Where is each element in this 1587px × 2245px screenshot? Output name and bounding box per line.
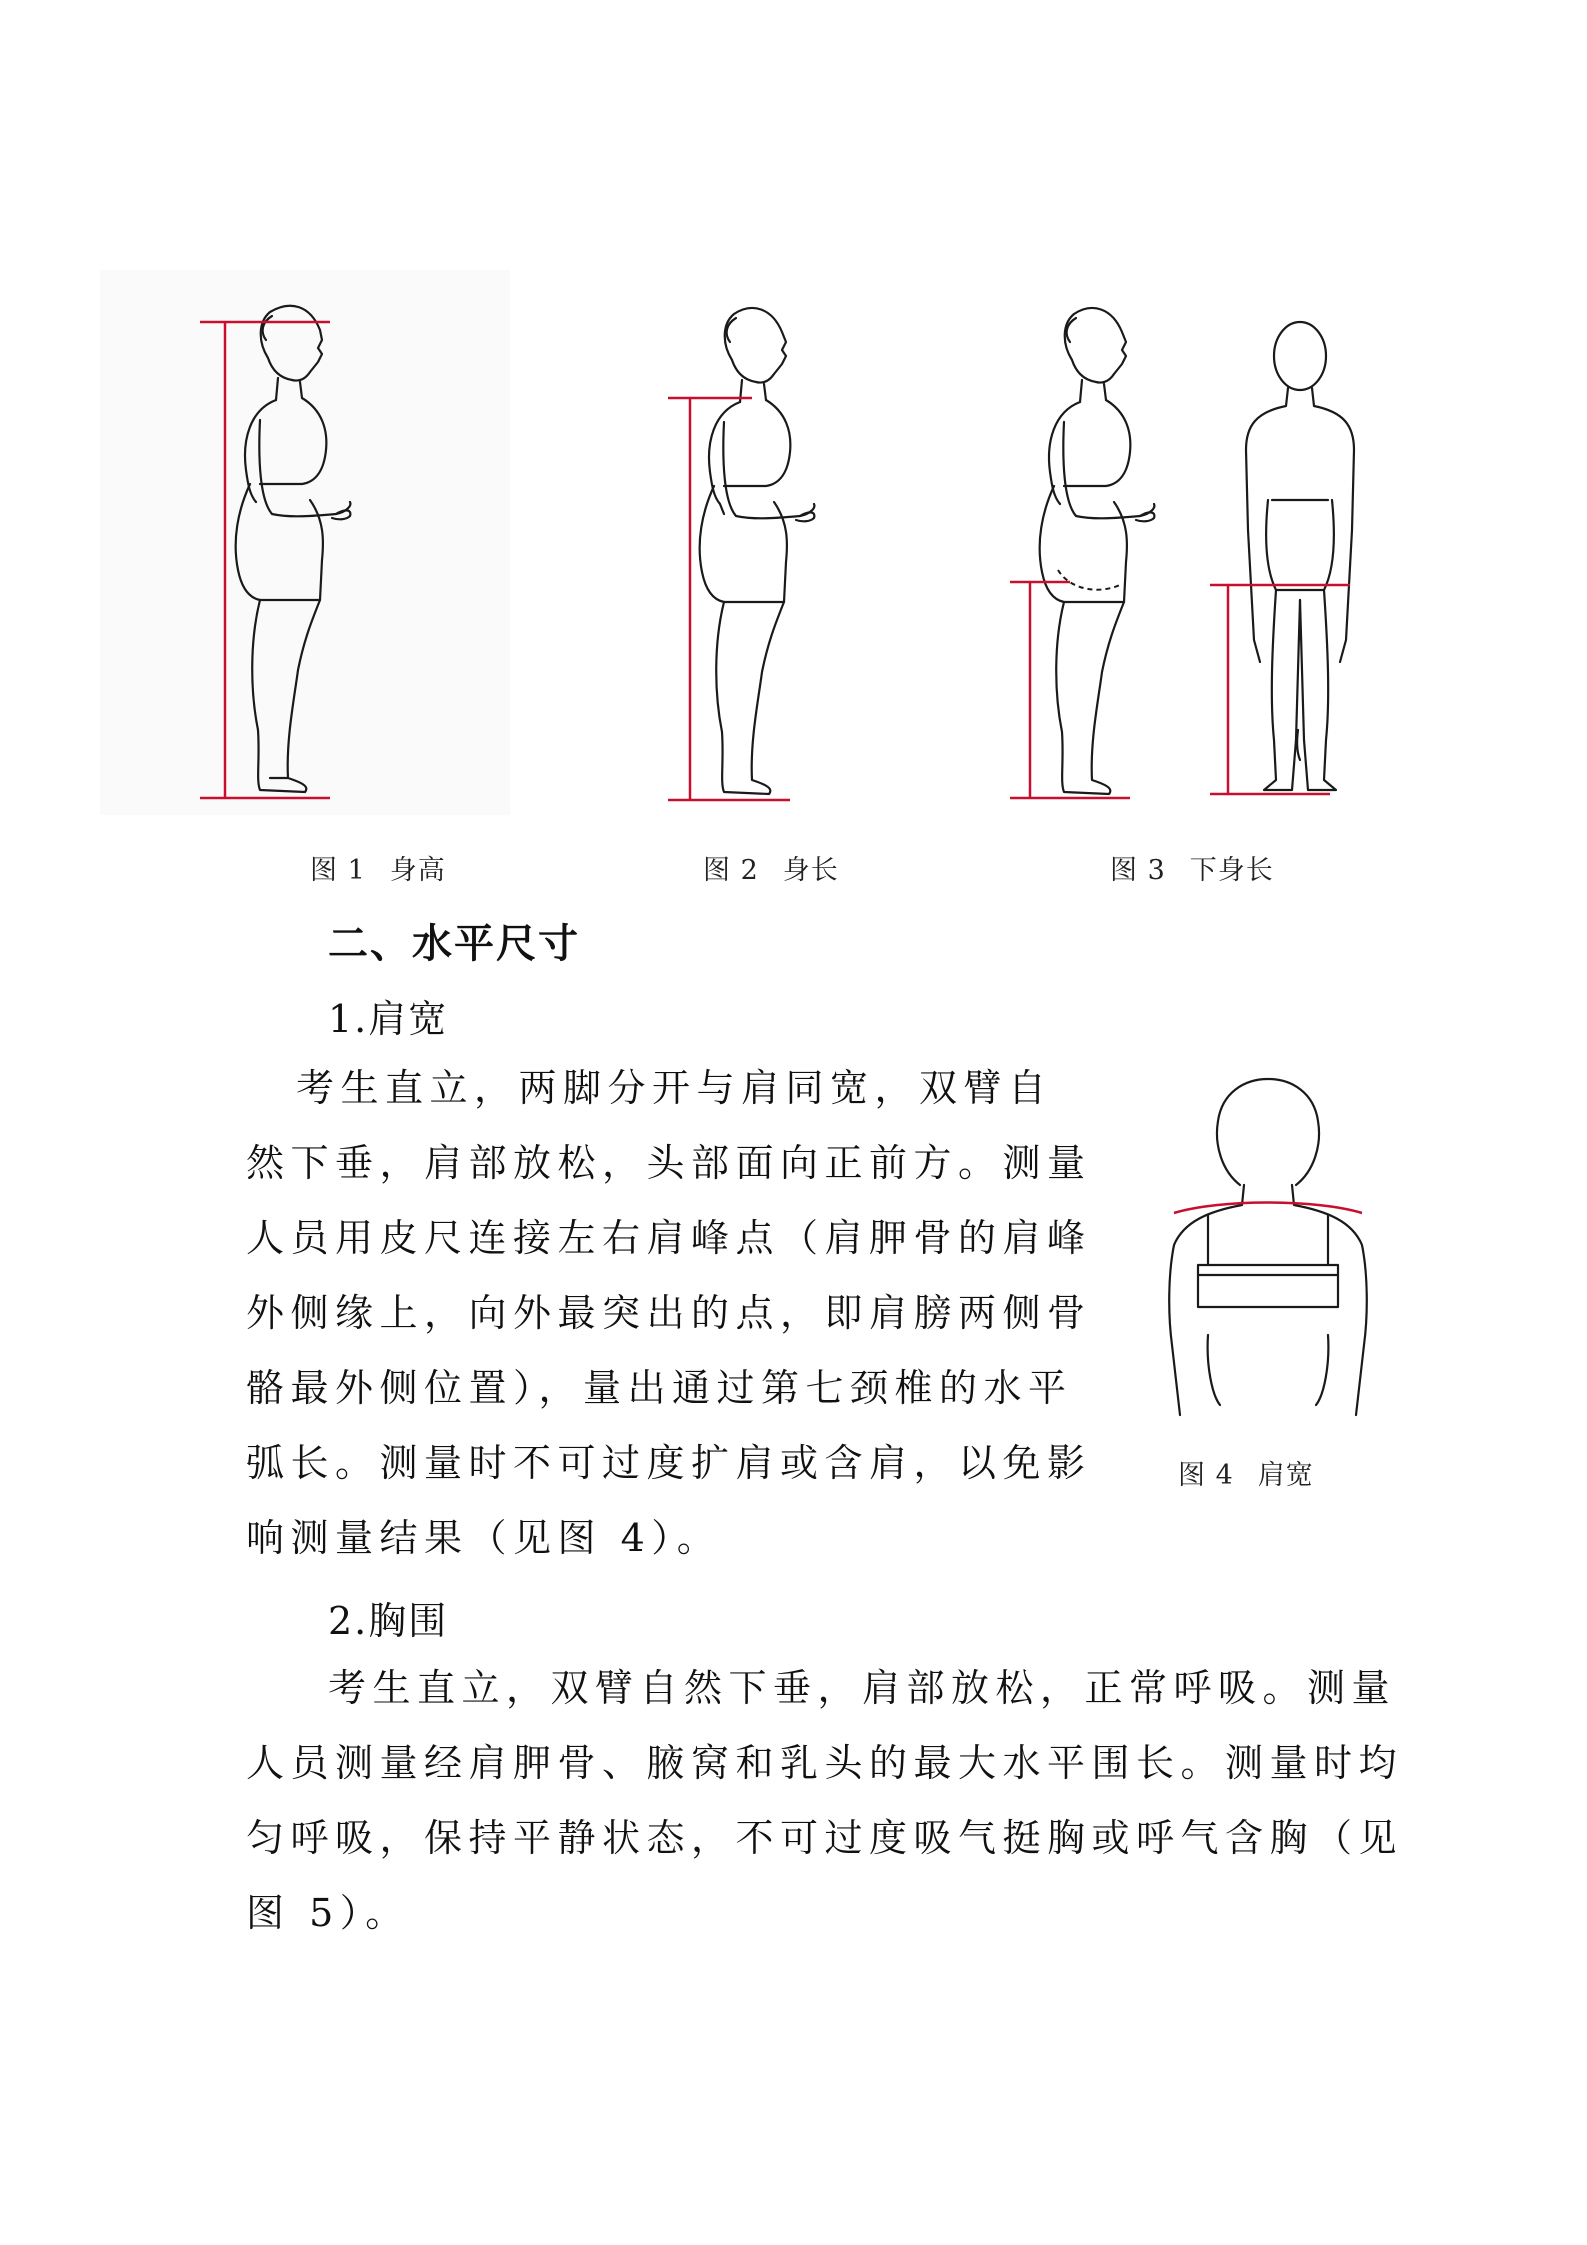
item-2-title: 2.胸围 xyxy=(328,1599,449,1643)
shoulder-width-measure-arc xyxy=(1174,1203,1362,1214)
item-2-paragraph xyxy=(246,1651,1404,1951)
figure-4-title: 肩宽 xyxy=(1257,1460,1314,1491)
back-view-upper-figure xyxy=(1169,1079,1367,1415)
figure-3-lower-body-length xyxy=(1010,300,1390,820)
item-1-title: 1.肩宽 xyxy=(328,997,449,1041)
paragraph-line: 然下垂，肩部放松，头部面向正前方。测量 xyxy=(246,1141,1092,1185)
paragraph-line: 匀呼吸，保持平静状态，不可过度吸气挺胸或呼气含胸（见 xyxy=(246,1816,1404,1860)
paragraph-line: 响测量结果（见图 4）。 xyxy=(246,1516,722,1560)
figure-3-title: 下身长 xyxy=(1189,855,1274,886)
paragraph-line: 弧长。测量时不可过度扩肩或含肩，以免影 xyxy=(246,1441,1092,1485)
figure-4-caption xyxy=(1178,1453,1314,1492)
paragraph-line: 人员测量经肩胛骨、腋窝和乳头的最大水平围长。测量时均 xyxy=(246,1741,1404,1785)
body-length-measure-line xyxy=(668,398,790,800)
paragraph-line: 考生直立，两脚分开与肩同宽，双臂自 xyxy=(296,1066,1053,1110)
figure-1-label: 图 1 xyxy=(310,855,366,886)
figure-1-caption xyxy=(310,848,446,887)
figure-1-background xyxy=(100,270,510,815)
figure-3-label: 图 3 xyxy=(1110,855,1166,886)
paragraph-line: 考生直立，双臂自然下垂，肩部放松，正常呼吸。测量 xyxy=(328,1666,1397,1710)
figure-3-caption xyxy=(1110,848,1274,887)
figure-4-shoulder-width xyxy=(1160,1075,1380,1425)
item-1-paragraph xyxy=(246,1051,1092,1576)
paragraph-line: 骼最外侧位置），量出通过第七颈椎的水平 xyxy=(246,1366,1073,1410)
figure-1-title: 身高 xyxy=(389,855,446,886)
paragraph-line: 人员用皮尺连接左右肩峰点（肩胛骨的肩峰 xyxy=(246,1216,1092,1260)
figure-2-caption xyxy=(703,848,839,887)
gluteal-fold-dashed-line xyxy=(1058,570,1122,590)
side-profile-figure xyxy=(700,308,815,794)
figure-2-label: 图 2 xyxy=(703,855,759,886)
side-profile-figure xyxy=(1040,308,1155,794)
figure-1-height xyxy=(100,270,520,820)
figure-4-label: 图 4 xyxy=(1178,1460,1234,1491)
section-heading: 二、水平尺寸 xyxy=(328,921,580,967)
paragraph-line: 外侧缘上，向外最突出的点，即肩膀两侧骨 xyxy=(246,1291,1092,1335)
back-view-figure xyxy=(1246,322,1354,790)
figure-2-body-length xyxy=(640,300,940,820)
figure-2-title: 身长 xyxy=(782,855,839,886)
paragraph-line: 图 5）。 xyxy=(246,1891,410,1935)
